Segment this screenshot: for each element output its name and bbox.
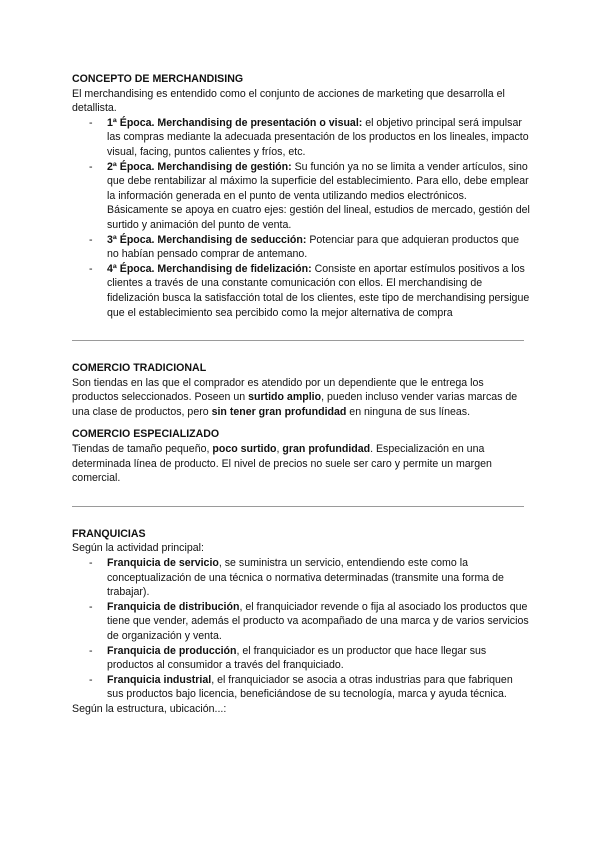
- text-run: ,: [276, 443, 283, 456]
- item-title: Franquicia de servicio: [107, 557, 219, 570]
- text-run: , pueden incluso vender varias marcas de una clase de productos, pero: [72, 391, 518, 418]
- bold-run: gran profundidad: [282, 443, 371, 456]
- text-run: . Especialización en una determinada línea de producto. El nivel de precios no suele ser caro y permite un margen comercial.: [72, 443, 492, 485]
- merch-list: [72, 116, 530, 320]
- franquicias-outro: Según la estructura, ubicación...:: [72, 702, 227, 715]
- item-text: Potenciar para que adquieran productos que no habían pensado comprar de antemano.: [107, 233, 519, 261]
- item-text: el objetivo principal será impulsar las compras mediante la adecuada presentación de los productos en los lineales, impacto visual, facing, puntos calientes y fríos, etc.: [107, 116, 529, 158]
- section-franquicias: [72, 527, 530, 717]
- franquicias-intro: Según la actividad principal:: [72, 542, 204, 555]
- heading-comercio-especializado: COMERCIO ESPECIALIZADO: [72, 428, 220, 441]
- heading-comercio-tradicional: COMERCIO TRADICIONAL: [72, 362, 207, 375]
- item-title: 1ª Época. Merchandising de presentación o visual:: [107, 116, 363, 129]
- item-title: Franquicia de distribución: [107, 600, 240, 613]
- list-item: [72, 160, 530, 233]
- item-text: , el franquiciador es un productor que hace llegar sus productos al consumidor a través del franquiciado.: [107, 644, 487, 672]
- item-text: , el franquiciador se asocia a otras industrias para que fabriquen sus productos bajo licencia, beneficiándose de su tecnología, marca y ayuda técnica.: [107, 673, 513, 701]
- item-text: , el franquiciador revende o fija al asociado los productos que tiene que vender, además el producto va acompañado de una marca y de varios servicios de organización y venta.: [107, 600, 529, 642]
- section-merchandising: [72, 72, 530, 320]
- item-text: Consiste en aportar estímulos positivos a los clientes a través de una constante comunicación con ellos. El merchandising de fidelización busca la satisfacción total de los clientes, este tipo de merchandising persigue que el establecimiento sea percibido como la mejor alternativa de compra: [107, 262, 530, 319]
- merch-intro: El merchandising es entendido como el conjunto de acciones de marketing que desarrolla el detallista.: [72, 87, 505, 115]
- item-title: 2ª Época. Merchandising de gestión:: [107, 160, 292, 173]
- list-item: [72, 233, 530, 262]
- divider: [72, 340, 524, 341]
- list-item: [72, 556, 530, 600]
- especializado-text: [72, 442, 530, 486]
- text-run: en ninguna de sus líneas.: [346, 405, 471, 418]
- text-run: Tiendas de tamaño pequeño,: [72, 443, 213, 456]
- franquicias-list: [72, 556, 530, 702]
- section-comercio-especializado: [72, 427, 530, 485]
- heading-merchandising: CONCEPTO DE MERCHANDISING: [72, 73, 244, 85]
- item-text: , se suministra un servicio, entendiendo este como la conceptualización de una técnica o normativa determinadas (transmite una forma de trabajar).: [107, 557, 504, 599]
- item-title: Franquicia industrial: [107, 673, 212, 686]
- list-item: [72, 644, 530, 673]
- text-run: Son tiendas en las que el comprador es atendido por un dependiente que le entrega los productos seleccionados. Poseen un: [72, 376, 484, 404]
- list-item: [72, 673, 530, 702]
- item-title: Franquicia de producción: [107, 644, 237, 657]
- bold-run: sin tener gran profundidad: [211, 405, 347, 418]
- list-item: [72, 116, 530, 160]
- section-comercio-tradicional: [72, 361, 530, 419]
- list-item: [72, 600, 530, 644]
- divider: [72, 506, 524, 507]
- bold-run: surtido amplio: [248, 391, 322, 404]
- bold-run: poco surtido: [212, 443, 277, 456]
- item-title: 4ª Época. Merchandising de fidelización:: [107, 262, 312, 275]
- tradicional-text: [72, 376, 530, 420]
- document-page: [72, 72, 530, 717]
- heading-franquicias: FRANQUICIAS: [72, 527, 146, 540]
- list-item: [72, 262, 530, 320]
- item-text: Su función ya no se limita a vender artículos, sino que debe rentabilizar al máximo la superficie del establecimiento. Para ello, debe emplear la información generada en el punto de venta utilizando medios electrónicos. Básicamente se apoya en cuatro ejes: gestión del lineal, estudios de mercado, gestión del surtido y animación del punto de venta.: [107, 160, 530, 231]
- item-title: 3ª Época. Merchandising de seducción:: [107, 233, 307, 246]
